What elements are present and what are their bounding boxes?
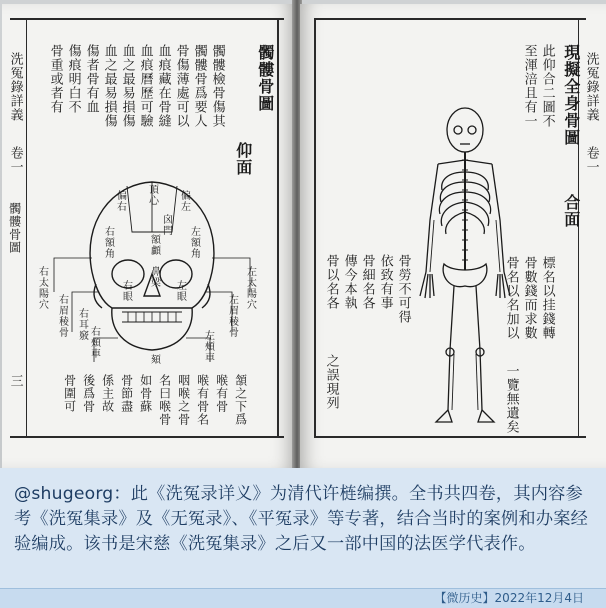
frame-top [314, 18, 586, 20]
text-column: 骨重或者有 [47, 44, 63, 114]
text-column: 喉有骨名 [195, 374, 210, 426]
text-column: 後爲骨 [81, 374, 96, 413]
text-column: 骨傷薄處可以 [173, 44, 189, 128]
skull-view-label: 仰面 [233, 142, 253, 176]
text-column: 骨名以名加以 [503, 256, 519, 340]
right-page [300, 4, 606, 468]
left-top-text [38, 44, 228, 154]
text-column: 傳今本執 [341, 254, 357, 310]
skeleton-view-label: 合面 [561, 194, 581, 228]
text-column: 髑髏檢骨傷其 [209, 44, 225, 128]
label-forehead: 額顱 [148, 234, 160, 256]
text-column: 血痕曆歷可驗 [137, 44, 153, 128]
label-door: 囟門 [160, 214, 172, 236]
footer-source: 【微历史】2022年12月4日 [434, 591, 584, 605]
text-column: 此仰合二圖不 [539, 44, 555, 128]
label-left-brow: 左眉稜骨 [226, 294, 238, 338]
text-column: 頷之下爲 [233, 374, 248, 426]
text-column: 如骨蘇 [138, 374, 153, 413]
text-column: 骨勞不可得 [395, 254, 411, 324]
label-right-temple: 右額角 [102, 226, 114, 259]
label-left-jaw: 左頰車 [202, 330, 214, 363]
text-column: 骨圍可 [62, 374, 77, 413]
text-column: 骨節盡 [119, 374, 134, 413]
label-right-brow: 右眉稜骨 [56, 294, 68, 338]
text-column: 髑髏骨爲要人 [191, 44, 207, 128]
left-page [2, 4, 294, 468]
frame-bottom [314, 436, 586, 438]
label-right-temple-low: 右太陽穴 [36, 266, 48, 310]
label-left-eye: 左眼 [174, 280, 186, 302]
text-column: 骨細名各 [359, 254, 375, 310]
left-volume-label: 卷一 [7, 146, 23, 174]
frame-left [314, 18, 316, 438]
text-column: 依致有事 [377, 254, 393, 310]
skeleton-diagram-title: 現擬全身骨圖 [561, 44, 581, 146]
text-column: 係主故 [100, 374, 115, 413]
label-top-left: 偏右 [114, 190, 126, 212]
left-bottom-text [38, 374, 248, 436]
text-column: 血之最易損傷 [101, 44, 117, 128]
text-column: 咽喉之骨 [176, 374, 191, 426]
bottom-note: 一覽無遺矣 [503, 364, 519, 434]
frame-right [277, 18, 279, 438]
label-nose: 鼻梁 [148, 266, 160, 288]
skull-diagram-title: 髑髏骨圖 [255, 44, 275, 112]
label-right-jaw: 右頰車 [88, 326, 100, 359]
text-column: 骨數錢而求數 [521, 256, 537, 340]
text-column: 傷者骨有血 [83, 44, 99, 114]
label-left-temple-low: 左太陽穴 [244, 266, 256, 310]
right-running-title: 洗冤錄詳義 [583, 52, 599, 122]
left-page-number: 三 [7, 374, 23, 388]
caption-text: @shugeorg：此《洗冤录详义》为清代许梿编撰。全书共四卷，其内容参考《洗冤集录》及《无冤录》、《平冤录》等专著，结合当时的案例和办案经验编成。该书是宋慈《洗冤集录》之后又一部中国的法医学代表作。 [14, 484, 588, 554]
label-top-right: 偏左 [178, 190, 190, 212]
label-top-center: 頂心 [146, 184, 158, 206]
label-right-eye: 右眼 [120, 280, 132, 302]
right-volume-label: 卷一 [583, 146, 599, 174]
frame-margin [26, 18, 27, 438]
text-column: 骨以名各 [323, 254, 339, 310]
text-column: 傷痕明白不 [65, 44, 81, 114]
left-section-label: 髑髏骨圖 [7, 202, 22, 254]
text-column: 名曰喉骨 [157, 374, 172, 426]
skeleton-diagram [400, 100, 530, 430]
footer-bar [0, 588, 606, 608]
text-column: 喉有骨 [214, 374, 229, 413]
text-column: 之誤現列 [323, 354, 339, 410]
text-column: 血之最易損傷 [119, 44, 135, 128]
label-left-temple: 左額角 [188, 226, 200, 259]
text-column: 血痕藏在骨縫 [155, 44, 171, 128]
label-right-ear: 右耳竅 [76, 308, 88, 341]
label-chin: 頦 [148, 354, 160, 365]
text-column: 至渾涪且有一 [521, 44, 537, 128]
frame-top [10, 18, 284, 20]
text-column: 標名以挂錢轉 [539, 256, 555, 340]
left-running-title: 洗冤錄詳義 [7, 52, 23, 122]
frame-bottom [10, 436, 284, 438]
